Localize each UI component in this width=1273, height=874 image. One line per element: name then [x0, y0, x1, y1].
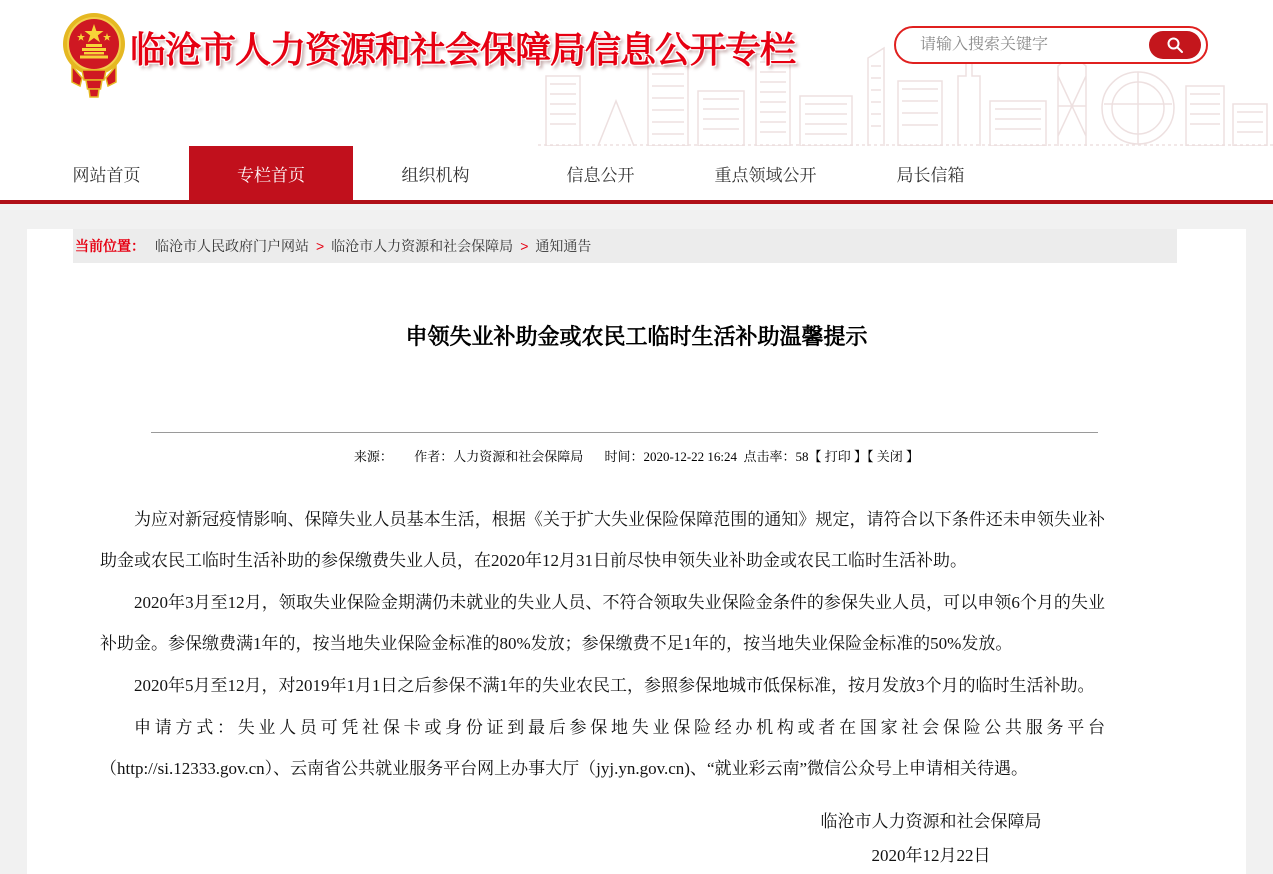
content-container	[27, 229, 1246, 874]
site-header	[0, 0, 1273, 146]
article-paragraph: 2020年3月至12月，领取失业保险金期满仍未就业的失业人员、不符合领取失业保险金条件的参保失业人员，可以申领6个月的失业补助金。参保缴费满1年的，按当地失业保险金标准的80%发放；参保缴费不足1年的，按当地失业保险金标准的50%发放。	[100, 593, 1105, 653]
breadcrumb-separator-icon: >	[316, 238, 325, 254]
breadcrumb-link-notices[interactable]: 通知通告	[535, 238, 592, 254]
main-navigation	[0, 146, 1273, 200]
breadcrumb-link-portal[interactable]: 临沧市人民政府门户网站	[155, 238, 309, 254]
meta-author-value: 人力资源和社会保障局	[453, 449, 584, 464]
close-button[interactable]: 【 关闭 】	[867, 449, 920, 464]
signature-date: 2020年12月22日	[871, 846, 991, 865]
meta-time-value: 2020-12-22 16:24	[643, 449, 738, 464]
nav-item-site-home[interactable]: 网站首页	[72, 165, 141, 185]
nav-item-organization[interactable]: 组织机构	[401, 165, 470, 185]
search-button[interactable]	[1149, 31, 1201, 59]
meta-author-label: 作者：	[414, 449, 454, 464]
article-paragraph: 申请方式：失业人员可凭社保卡或身份证到最后参保地失业保险经办机构或者在国家社会保险公共服务平台（http://si.12333.gov.cn）、云南省公共就业服务平台网上办事大厅（jyj.yn.gov.cn)、“就业彩云南”微信公众号上申请相关待遇。	[100, 718, 1105, 778]
nav-item-key-areas[interactable]: 重点领域公开	[714, 165, 817, 185]
meta-clicks-label: 点击率：	[743, 449, 796, 464]
signature-org: 临沧市人力资源和社会保障局	[820, 812, 1042, 831]
meta-time-label: 时间：	[604, 449, 644, 464]
article-meta	[27, 446, 1246, 465]
search-box	[894, 26, 1208, 64]
national-emblem-logo[interactable]	[62, 8, 126, 102]
article-signature	[801, 805, 1061, 873]
nav-item-column-home[interactable]: 专栏首页	[189, 146, 353, 200]
breadcrumb	[73, 229, 1177, 263]
nav-item-director-mailbox[interactable]: 局长信箱	[896, 165, 965, 185]
nav-item-information-disclosure[interactable]: 信息公开	[566, 165, 635, 185]
breadcrumb-separator-icon: >	[520, 238, 529, 254]
site-title: 临沧市人力资源和社会保障局信息公开专栏	[130, 29, 796, 70]
meta-source-label: 来源：	[353, 449, 393, 464]
search-icon	[1166, 36, 1184, 54]
meta-divider-line	[151, 432, 1098, 433]
article-title: 申领失业补助金或农民工临时生活补助温馨提示	[405, 324, 868, 349]
article-body	[100, 499, 1105, 789]
nav-divider-line	[0, 200, 1273, 204]
breadcrumb-link-bureau[interactable]: 临沧市人力资源和社会保障局	[331, 238, 514, 254]
breadcrumb-label: 当前位置：	[75, 238, 145, 254]
search-input[interactable]	[896, 36, 1149, 54]
article-paragraph: 2020年5月至12月，对2019年1月1日之后参保不满1年的失业农民工，参照参保地城市低保标准，按月发放3个月的临时生活补助。	[134, 676, 1095, 695]
print-button[interactable]: 【 打印 】	[808, 449, 868, 464]
top-section	[0, 0, 1273, 204]
meta-clicks-value: 58	[795, 449, 809, 464]
article-paragraph: 为应对新冠疫情影响、保障失业人员基本生活，根据《关于扩大失业保险保障范围的通知》规定，请符合以下条件还未申领失业补助金或农民工临时生活补助的参保缴费失业人员，在2020年12月31日前尽快申领失业补助金或农民工临时生活补助。	[100, 510, 1105, 570]
